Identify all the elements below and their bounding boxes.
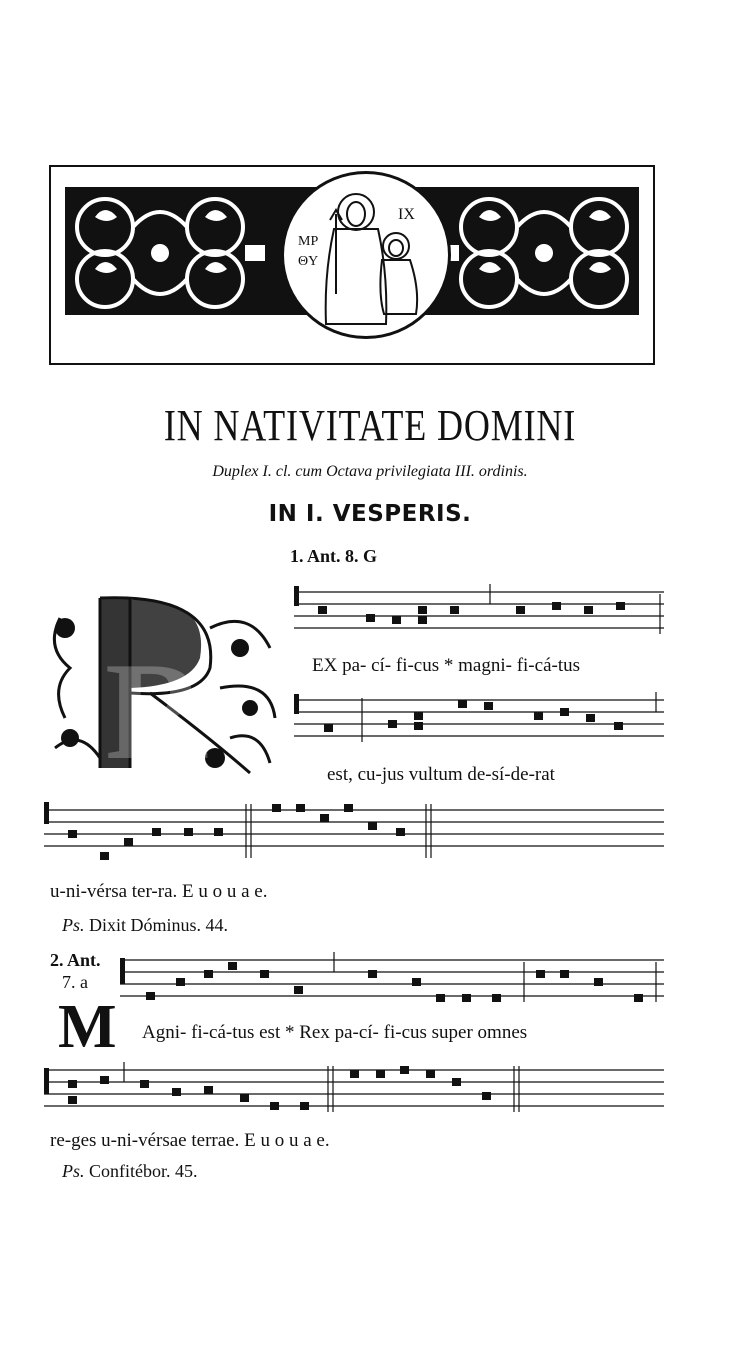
madonna-medallion (281, 171, 451, 339)
psalm-prefix: Ps. (62, 915, 85, 935)
staff-4 (120, 952, 664, 1012)
drop-cap-m: M (58, 993, 117, 1061)
illuminated-initial-r (40, 588, 280, 789)
psalm-reference (62, 1161, 198, 1182)
lyrics-line: re-ges u-ni-vérsae terrae. E u o u a e. (50, 1130, 330, 1151)
monogram-ix: IX (398, 206, 415, 223)
staff-5 (44, 1062, 664, 1122)
staff-2 (294, 692, 664, 752)
antiphon1-label: 1. Ant. 8. G (290, 546, 378, 566)
page-title: IN NATIVITATE DOMINI (163, 401, 577, 450)
header-banner (49, 165, 655, 365)
feast-rank: Duplex I. cl. cum Octava privilegiata III. ordinis. (212, 463, 528, 480)
section-heading: IN I. VESPERIS. (268, 501, 472, 527)
initial-r-ornament-icon (40, 588, 280, 789)
lyrics-line: u-ni-vérsa ter-ra. E u o u a e. (50, 881, 268, 902)
psalm-incipit: Confitébor. 45. (89, 1161, 198, 1181)
initial-r-letter: R (105, 634, 207, 789)
lyrics-line: Agni- fi-cá-tus est * Rex pa-cí- fi-cus super omnes (142, 1022, 528, 1043)
lyrics-line: EX pa- cí- fi-cus * magni- fi-cá-tus (312, 655, 581, 676)
staff-1 (294, 584, 664, 644)
antiphon2-label: 2. Ant. (50, 950, 101, 970)
antiphon2-mode: 7. a (62, 972, 88, 992)
monogram-theou: ΘY (298, 254, 319, 269)
lyrics-line: est, cu-jus vultum de-sí-de-rat (327, 764, 555, 785)
psalm-prefix: Ps. (62, 1161, 85, 1181)
monogram-mp: MP (298, 234, 319, 249)
staff-3 (44, 800, 664, 870)
psalm-incipit: Dixit Dóminus. 44. (89, 915, 229, 935)
psalm-reference (62, 915, 228, 936)
